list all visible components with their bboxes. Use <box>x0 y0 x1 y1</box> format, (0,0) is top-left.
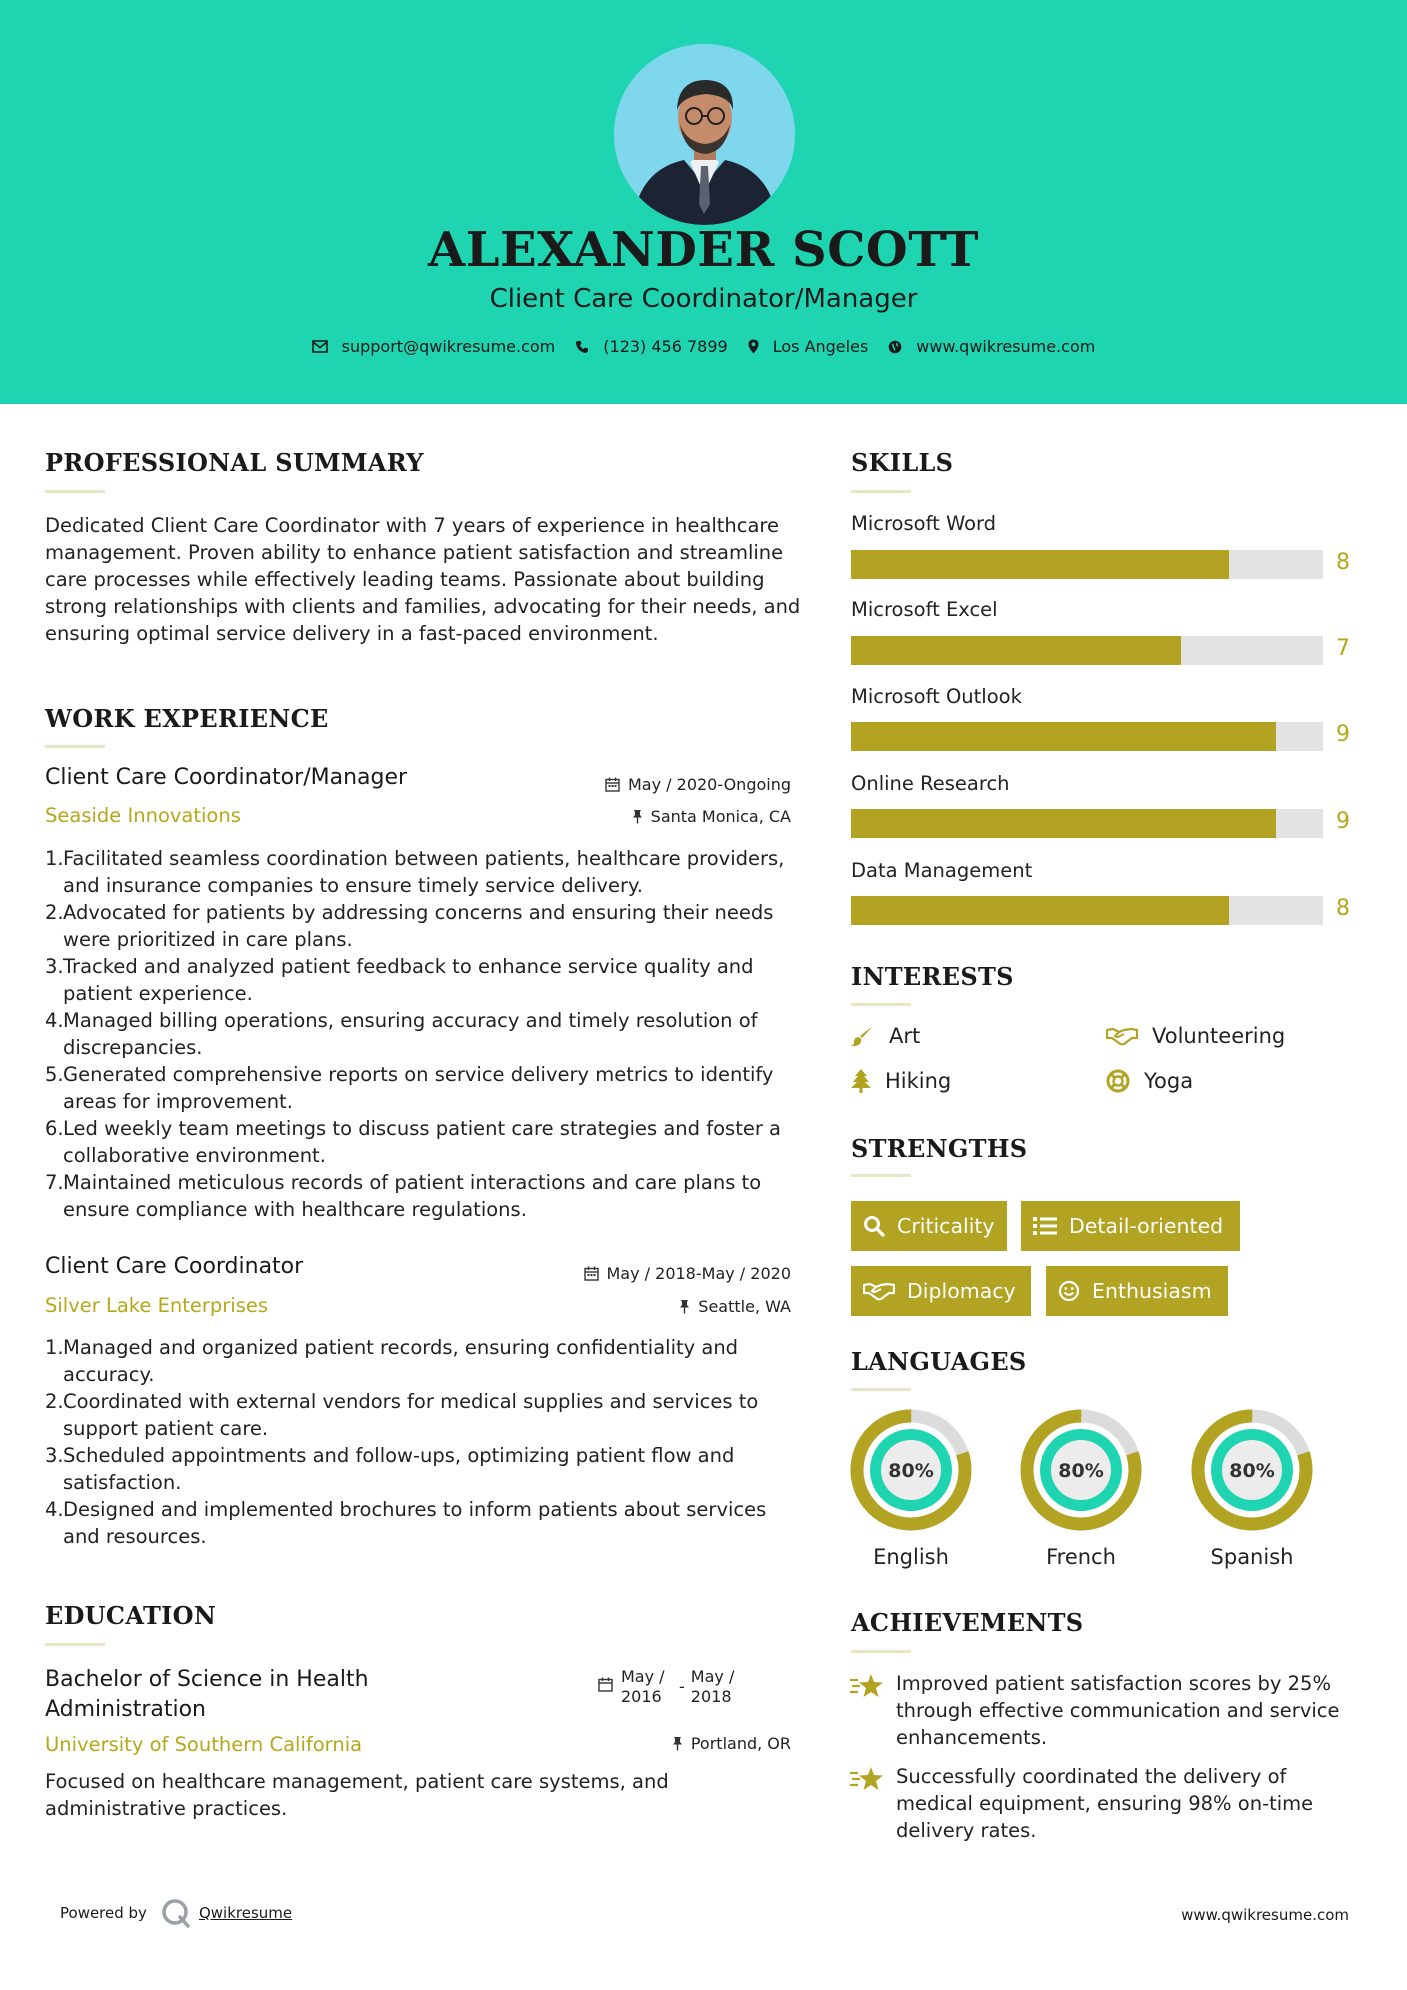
language-name: French <box>1046 1545 1116 1569</box>
languages-underline <box>851 1388 911 1391</box>
company-name: Seaside Innovations <box>45 804 241 827</box>
interest-item <box>1106 1069 1193 1093</box>
education-description: Focused on healthcare management, patient care systems, and administrative practices. <box>45 1770 669 1820</box>
pushpin-icon <box>679 1299 690 1314</box>
list-item: 5. Generated comprehensive reports on service delivery metrics to identify areas for improvement. <box>45 1063 774 1113</box>
star-badge-icon <box>850 1672 884 1698</box>
envelope-icon <box>312 340 328 353</box>
skill-score: 8 <box>1336 896 1350 921</box>
qwikresume-logo-icon <box>161 1898 191 1928</box>
language-percent: 80% <box>1229 1460 1275 1482</box>
contact-location <box>748 337 869 356</box>
globe-icon <box>888 340 902 354</box>
list-item: 2. Coordinated with external vendors for medical supplies and services to support patient care. <box>45 1390 759 1440</box>
pushpin-icon <box>672 1736 683 1751</box>
achievement-item <box>850 1763 1370 1844</box>
skills-heading: SKILLS <box>851 448 954 477</box>
header-banner <box>0 0 1407 404</box>
language-name: Spanish <box>1210 1545 1294 1569</box>
skill-score: 9 <box>1336 809 1350 834</box>
education-dates <box>598 1667 743 1707</box>
paintbrush-icon <box>851 1025 875 1047</box>
strength-label: Detail-oriented <box>1069 1214 1224 1238</box>
experience-heading: WORK EXPERIENCE <box>45 704 329 733</box>
interest-label: Art <box>889 1024 921 1048</box>
interest-label: Hiking <box>885 1069 952 1093</box>
education-underline <box>45 1643 105 1646</box>
job-location <box>632 807 791 826</box>
phone-icon <box>575 340 589 354</box>
job-location-text: Seattle, WA <box>698 1297 791 1316</box>
strength-chip <box>851 1201 1007 1251</box>
interest-label: Volunteering <box>1152 1024 1286 1048</box>
lifebuoy-icon <box>1106 1069 1130 1093</box>
email-text: support@qwikresume.com <box>341 337 556 356</box>
list-item: 4. Managed billing operations, ensuring accuracy and timely resolution of discrepancies. <box>45 1009 758 1059</box>
interest-item <box>851 1024 920 1048</box>
strength-label: Criticality <box>897 1214 995 1238</box>
list-item: 3. Tracked and analyzed patient feedback to enhance service quality and patient experience. <box>45 955 754 1005</box>
experience-underline <box>45 745 105 748</box>
summary-text: Dedicated Client Care Coordinator with 7 years of experience in healthcare management. Proven ability to enhance patient satisfaction and streamline care processes while effectively leading teams. Passionate about building strong relationships with clients and families, advocating for their needs, and ensuring optimal service delivery in a fast-paced environment. <box>45 514 801 645</box>
achievements-underline <box>851 1650 911 1653</box>
skill-bar-track <box>851 722 1323 751</box>
skill-score: 8 <box>1336 550 1350 575</box>
skill-bar-fill <box>851 550 1229 579</box>
skill-score: 7 <box>1336 636 1350 661</box>
interests-heading: INTERESTS <box>851 962 1014 991</box>
job-bullets <box>45 1334 805 1550</box>
education-start: May / 2016 <box>621 1667 665 1706</box>
language-percent: 80% <box>1058 1460 1104 1482</box>
company-name: Silver Lake Enterprises <box>45 1294 269 1317</box>
language-ring-english <box>849 1408 973 1532</box>
achievements-heading: ACHIEVEMENTS <box>851 1608 1084 1637</box>
job-dates <box>584 1264 792 1283</box>
list-item: 1. Facilitated seamless coordination between patients, healthcare providers, and insurance companies to ensure timely service delivery. <box>45 847 785 897</box>
handshake-icon <box>1106 1026 1138 1046</box>
education-end: May / 2018 <box>690 1667 735 1706</box>
job-title: Client Care Coordinator/Manager <box>45 765 408 790</box>
candidate-name: ALEXANDER SCOTT <box>428 222 979 278</box>
job-location <box>679 1297 791 1316</box>
contact-phone[interactable] <box>575 337 727 356</box>
candidate-role: Client Care Coordinator/Manager <box>489 284 918 314</box>
strengths-underline <box>851 1174 911 1177</box>
strengths-heading: STRENGTHS <box>851 1134 1028 1163</box>
strength-label: Diplomacy <box>907 1279 1016 1303</box>
skill-bar-track <box>851 636 1323 665</box>
skill-bar-fill <box>851 809 1276 838</box>
skill-bar-fill <box>851 722 1276 751</box>
skill-name: Data Management <box>851 859 1033 882</box>
website-text: www.qwikresume.com <box>916 337 1096 356</box>
list-item: 2. Advocated for patients by addressing concerns and ensuring their needs were prioritized in care plans. <box>45 901 774 951</box>
brand-link[interactable]: Qwikresume <box>198 1904 293 1922</box>
skill-name: Online Research <box>851 772 1010 795</box>
powered-by-label: Powered by <box>60 1904 147 1922</box>
strength-label: Enthusiasm <box>1092 1279 1212 1303</box>
skill-name: Microsoft Excel <box>851 598 998 621</box>
job-dates <box>605 775 791 794</box>
phone-text: (123) 456 7899 <box>603 337 728 356</box>
contact-website[interactable] <box>888 337 1095 356</box>
job-dates-text: May / 2020-Ongoing <box>628 775 791 794</box>
strength-chip <box>1021 1201 1240 1251</box>
calendar-icon <box>598 1677 613 1692</box>
achievement-text: Improved patient satisfaction scores by 25% through effective communication and service enhancements. <box>896 1672 1340 1749</box>
contact-bar <box>0 337 1407 356</box>
languages-heading: LANGUAGES <box>851 1347 1027 1376</box>
education-location <box>672 1734 791 1753</box>
skills-underline <box>851 490 911 493</box>
avatar <box>614 44 795 225</box>
interests-underline <box>851 1003 911 1006</box>
job-title: Client Care Coordinator <box>45 1254 304 1279</box>
person-photo-icon <box>614 44 795 225</box>
list-item: 3. Scheduled appointments and follow-ups, optimizing patient flow and satisfaction. <box>45 1444 735 1494</box>
education-heading: EDUCATION <box>45 1601 217 1630</box>
strength-chip <box>851 1266 1031 1316</box>
interest-label: Yoga <box>1144 1069 1194 1093</box>
skill-name: Microsoft Outlook <box>851 685 1022 708</box>
summary-underline <box>45 490 105 493</box>
interest-item <box>851 1069 951 1093</box>
map-pin-icon <box>748 339 759 354</box>
contact-email[interactable] <box>312 337 556 356</box>
language-ring-french <box>1019 1408 1143 1532</box>
job-bullets <box>45 845 805 1223</box>
pushpin-icon <box>632 809 643 824</box>
strength-chip <box>1046 1266 1228 1316</box>
calendar-icon <box>584 1266 599 1281</box>
skill-bar-fill <box>851 896 1229 925</box>
list-item: 1. Managed and organized patient records, ensuring confidentiality and accuracy. <box>45 1336 739 1386</box>
list-icon <box>1033 1216 1057 1236</box>
language-percent: 80% <box>888 1460 934 1482</box>
interest-item <box>1106 1024 1285 1048</box>
search-icon <box>863 1215 885 1237</box>
calendar-icon <box>605 777 620 792</box>
summary-heading: PROFESSIONAL SUMMARY <box>45 448 424 477</box>
skill-name: Microsoft Word <box>851 512 997 535</box>
degree-title: Bachelor of Science in Health Administration <box>45 1667 369 1722</box>
education-location-text: Portland, OR <box>690 1734 791 1753</box>
list-item: 4. Designed and implemented brochures to inform patients about services and resources. <box>45 1498 767 1548</box>
skill-bar-track <box>851 896 1323 925</box>
skill-score: 9 <box>1336 722 1350 747</box>
location-text: Los Angeles <box>772 337 869 356</box>
achievement-text: Successfully coordinated the delivery of medical equipment, ensuring 98% on-time delivery rates. <box>896 1765 1314 1842</box>
list-item: 6. Led weekly team meetings to discuss patient care strategies and foster a collaborative environment. <box>45 1117 782 1167</box>
language-ring-spanish <box>1190 1408 1314 1532</box>
tree-icon <box>851 1069 871 1093</box>
handshake-icon <box>863 1281 895 1301</box>
list-item: 7. Maintained meticulous records of patient interactions and care plans to ensure compliance with healthcare regulations. <box>45 1171 762 1221</box>
achievement-item <box>850 1670 1370 1751</box>
footer-website[interactable]: www.qwikresume.com <box>1181 1906 1349 1924</box>
skill-bar-fill <box>851 636 1181 665</box>
smile-icon <box>1058 1280 1080 1302</box>
skill-bar-track <box>851 550 1323 579</box>
star-badge-icon <box>850 1765 884 1791</box>
job-location-text: Santa Monica, CA <box>650 807 791 826</box>
date-separator: - <box>679 1677 685 1696</box>
footer-powered-by <box>60 1898 292 1928</box>
skill-bar-track <box>851 809 1323 838</box>
school-name: University of Southern California <box>45 1733 363 1756</box>
job-dates-text: May / 2018-May / 2020 <box>606 1264 791 1283</box>
language-name: English <box>873 1545 949 1569</box>
